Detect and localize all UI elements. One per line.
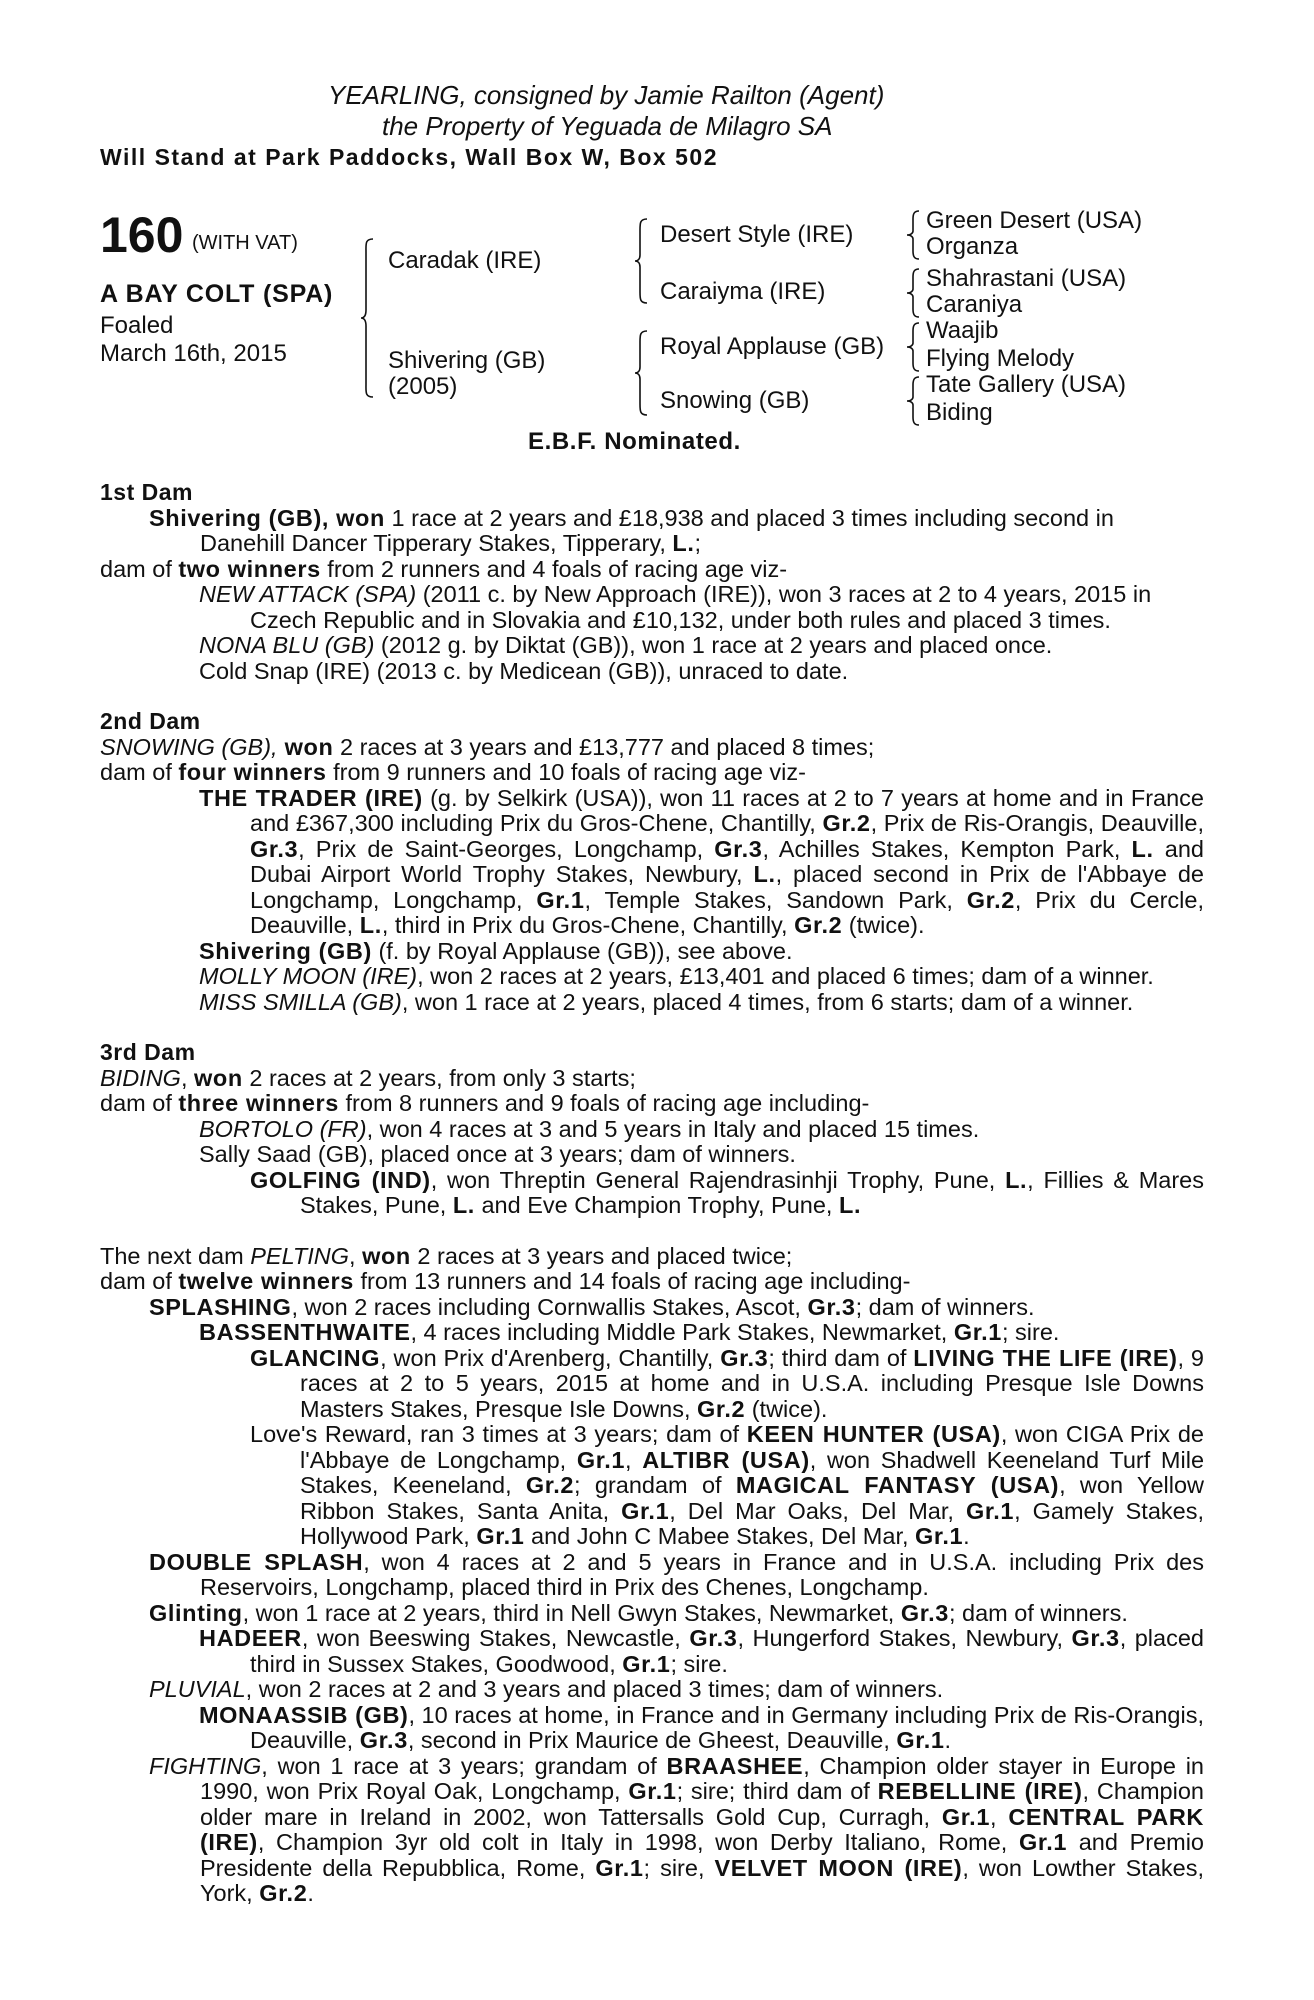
pedigree-brace-g3 bbox=[906, 322, 920, 372]
first-dam-foal-3: Cold Snap (IRE) (2013 c. by Medicean (GB)), unraced to date. bbox=[199, 657, 849, 684]
third-dam-grandfoal-golfing: GOLFING (IND), won Threptin General Rajendrasinhji Trophy, Pune, L., Fillies & Mares Stakes, Pune, L. and Eve Champion Trophy, Pune, L. bbox=[250, 1166, 1204, 1218]
second-dam-title: 2nd Dam bbox=[100, 708, 201, 734]
third-dam-record: BIDING, won 2 races at 2 years, from only 3 starts; bbox=[100, 1064, 636, 1091]
next-dam-produce-summary: dam of twelve winners from 13 runners and 14 foals of racing age including- bbox=[100, 1268, 911, 1294]
consignor-line: YEARLING, consigned by Jamie Railton (Agent) bbox=[328, 80, 885, 110]
next-dam-foal-fighting: FIGHTING, won 1 race at 3 years; grandam of BRAASHEE, Champion older stayer in Europe in 1990, won Prix Royal Oak, Longchamp, Gr.1; sire; third dam of REBELLINE (IRE), Champion older mare in Ireland in 2002, won Tattersalls Gold Cup, Curragh, Gr.1, CENTRAL PARK (IRE), Champion 3yr old colt in Italy in 1998, won Derby Italiano, Rome, Gr.1 and Premio Presidente della Repubblica, Rome, Gr.1; sire, VELVET MOON (IRE), won Lowther Stakes, York, Gr.2. bbox=[149, 1752, 1205, 1906]
gg-3: Shahrastani (USA) bbox=[926, 265, 1127, 292]
dam-sire: Royal Applause (GB) bbox=[660, 333, 885, 360]
ebf-nominated: E.B.F. Nominated. bbox=[528, 428, 741, 455]
foal-date: March 16th, 2015 bbox=[100, 340, 287, 367]
pedigree-brace-g2 bbox=[906, 268, 920, 318]
gg-7: Tate Gallery (USA) bbox=[926, 371, 1127, 398]
sire-dam: Caraiyma (IRE) bbox=[660, 278, 826, 305]
gg-8: Biding bbox=[926, 399, 993, 426]
third-dam-foal-bortolo: BORTOLO (FR), won 4 races at 3 and 5 years in Italy and placed 15 times. bbox=[199, 1115, 980, 1142]
second-dam-record: SNOWING (GB), won 2 races at 3 years and £13,777 and placed 8 times; bbox=[100, 733, 875, 760]
first-dam-record: Shivering (GB), won 1 race at 2 years and £18,938 and placed 3 times including second in Danehill Dancer Tipperary Stakes, Tipperary, L.; bbox=[149, 504, 1114, 556]
next-dam-foal-pluvial: PLUVIAL, won 2 races at 2 and 3 years and placed 3 times; dam of winners. bbox=[149, 1676, 944, 1702]
dam: Shivering (GB) bbox=[388, 347, 546, 374]
next-dam-record: The next dam PELTING, won 2 races at 3 years and placed twice; bbox=[100, 1242, 793, 1269]
sire-sire: Desert Style (IRE) bbox=[660, 221, 854, 248]
gg-4: Caraniya bbox=[926, 291, 1023, 318]
pedigree-brace-g4 bbox=[906, 376, 920, 426]
pedigree-brace-dam bbox=[634, 330, 648, 416]
first-dam-title: 1st Dam bbox=[100, 479, 193, 505]
third-dam-foal-sally-saad: Sally Saad (GB), placed once at 3 years; dam of winners. bbox=[199, 1141, 796, 1167]
grandfoal-bassenthwaite: BASSENTHWAITE, 4 races including Middle Park Stakes, Newmarket, Gr.1; sire. bbox=[199, 1319, 1060, 1345]
second-dam-foal-the-trader: THE TRADER (IRE) (g. by Selkirk (USA)), won 11 races at 2 to 7 years at home and in France and £367,300 including Prix du Gros-Chene, Chantilly, Gr.2, Prix de Ris-Orangis, Deauville, Gr.3, Prix de Saint-Georges, Longchamp, Gr.3, Achilles Stakes, Kempton Park, L. and Dubai Airport World Trophy Stakes, Newbury, L., placed second in Prix de l'Abbaye de Longchamp, Longchamp, Gr.1, Temple Stakes, Sandown Park, Gr.2, Prix du Cercle, Deauville, L., third in Prix du Gros-Chene, Chantilly, Gr.2 (twice). bbox=[199, 784, 1205, 938]
dam-dam: Snowing (GB) bbox=[660, 387, 810, 414]
pedigree-brace-sire bbox=[634, 218, 648, 304]
gg-2: Organza bbox=[926, 233, 1019, 260]
dam-year: (2005) bbox=[388, 373, 458, 400]
next-dam-foal-glinting: Glinting, won 1 race at 2 years, third in Nell Gwyn Stakes, Newmarket, Gr.3; dam of winners. bbox=[149, 1599, 1128, 1626]
gg-5: Waajib bbox=[926, 317, 999, 344]
third-dam-title: 3rd Dam bbox=[100, 1039, 196, 1065]
vat-label: (WITH VAT) bbox=[192, 232, 298, 254]
second-dam-foal-miss-smilla: MISS SMILLA (GB), won 1 race at 2 years, placed 4 times, from 6 starts; dam of a winner. bbox=[199, 988, 1134, 1015]
property-line: the Property of Yeguada de Milagro SA bbox=[382, 111, 833, 141]
pedigree-brace-g1 bbox=[906, 210, 920, 260]
pedigree-brace-main bbox=[360, 238, 374, 398]
grandfoal-hadeer: HADEER, won Beeswing Stakes, Newcastle, Gr.3, Hungerford Stakes, Newbury, Gr.3, placed third in Sussex Stakes, Goodwood, Gr.1; sire. bbox=[199, 1625, 1204, 1677]
first-dam-foal-2: NONA BLU (GB) (2012 g. by Diktat (GB)), won 1 race at 2 years and placed once. bbox=[199, 632, 1053, 658]
second-dam-foal-shivering: Shivering (GB) (f. by Royal Applause (GB)), see above. bbox=[199, 937, 793, 964]
first-dam-produce-summary: dam of two winners from 2 runners and 4 foals of racing age viz- bbox=[100, 555, 788, 582]
gg-1: Green Desert (USA) bbox=[926, 207, 1143, 234]
third-dam-produce-summary: dam of three winners from 8 runners and 9 foals of racing age including- bbox=[100, 1090, 870, 1116]
stabling-line: Will Stand at Park Paddocks, Wall Box W, Box 502 bbox=[100, 144, 718, 170]
grandfoal-glancing: GLANCING, won Prix d'Arenberg, Chantilly, Gr.3; third dam of LIVING THE LIFE (IRE), 9 races at 2 to 5 years, 2015 at home and in U.S.A. including Presque Isle Downs Masters Stakes, Presque Isle Downs, Gr.2 (twice). bbox=[250, 1344, 1204, 1422]
second-dam-foal-molly-moon: MOLLY MOON (IRE), won 2 races at 2 years, £13,401 and placed 6 times; dam of a winner. bbox=[199, 963, 1154, 989]
grandfoal-monaassib: MONAASSIB (GB), 10 races at home, in France and in Germany including Prix de Ris-Orangis, Deauville, Gr.3, second in Prix Maurice de Gheest, Deauville, Gr.1. bbox=[199, 1701, 1204, 1753]
gg-6: Flying Melody bbox=[926, 345, 1075, 372]
next-dam-foal-double-splash: DOUBLE SPLASH, won 4 races at 2 and 5 years in France and in U.S.A. including Prix des Reservoirs, Longchamp, placed third in Prix des Chenes, Longchamp. bbox=[149, 1548, 1204, 1600]
grandfoal-loves-reward: Love's Reward, ran 3 times at 3 years; dam of KEEN HUNTER (USA), won CIGA Prix de l'Abbaye de Longchamp, Gr.1, ALTIBR (USA), won Shadwell Keeneland Turf Mile Stakes, Keeneland, Gr.2; grandam of MAGICAL FANTASY (USA), won Yellow Ribbon Stakes, Santa Anita, Gr.1, Del Mar Oaks, Del Mar, Gr.1, Gamely Stakes, Hollywood Park, Gr.1 and John C Mabee Stakes, Del Mar, Gr.1. bbox=[250, 1421, 1205, 1549]
horse-description: A BAY COLT (SPA) bbox=[100, 280, 334, 308]
sire: Caradak (IRE) bbox=[388, 247, 542, 274]
next-dam-foal-splashing: SPLASHING, won 2 races including Cornwallis Stakes, Ascot, Gr.3; dam of winners. bbox=[149, 1293, 1035, 1320]
lot-number: 160 bbox=[100, 207, 184, 263]
second-dam-produce-summary: dam of four winners from 9 runners and 10 foals of racing age viz- bbox=[100, 759, 806, 785]
first-dam-foal-1: NEW ATTACK (SPA) (2011 c. by New Approach (IRE)), won 3 races at 2 to 4 years, 2015 in Czech Republic and in Slovakia and £10,132, under both rules and placed 3 times. bbox=[199, 581, 1152, 633]
catalogue-body bbox=[100, 480, 1204, 1907]
foaled-label: Foaled bbox=[100, 312, 174, 339]
